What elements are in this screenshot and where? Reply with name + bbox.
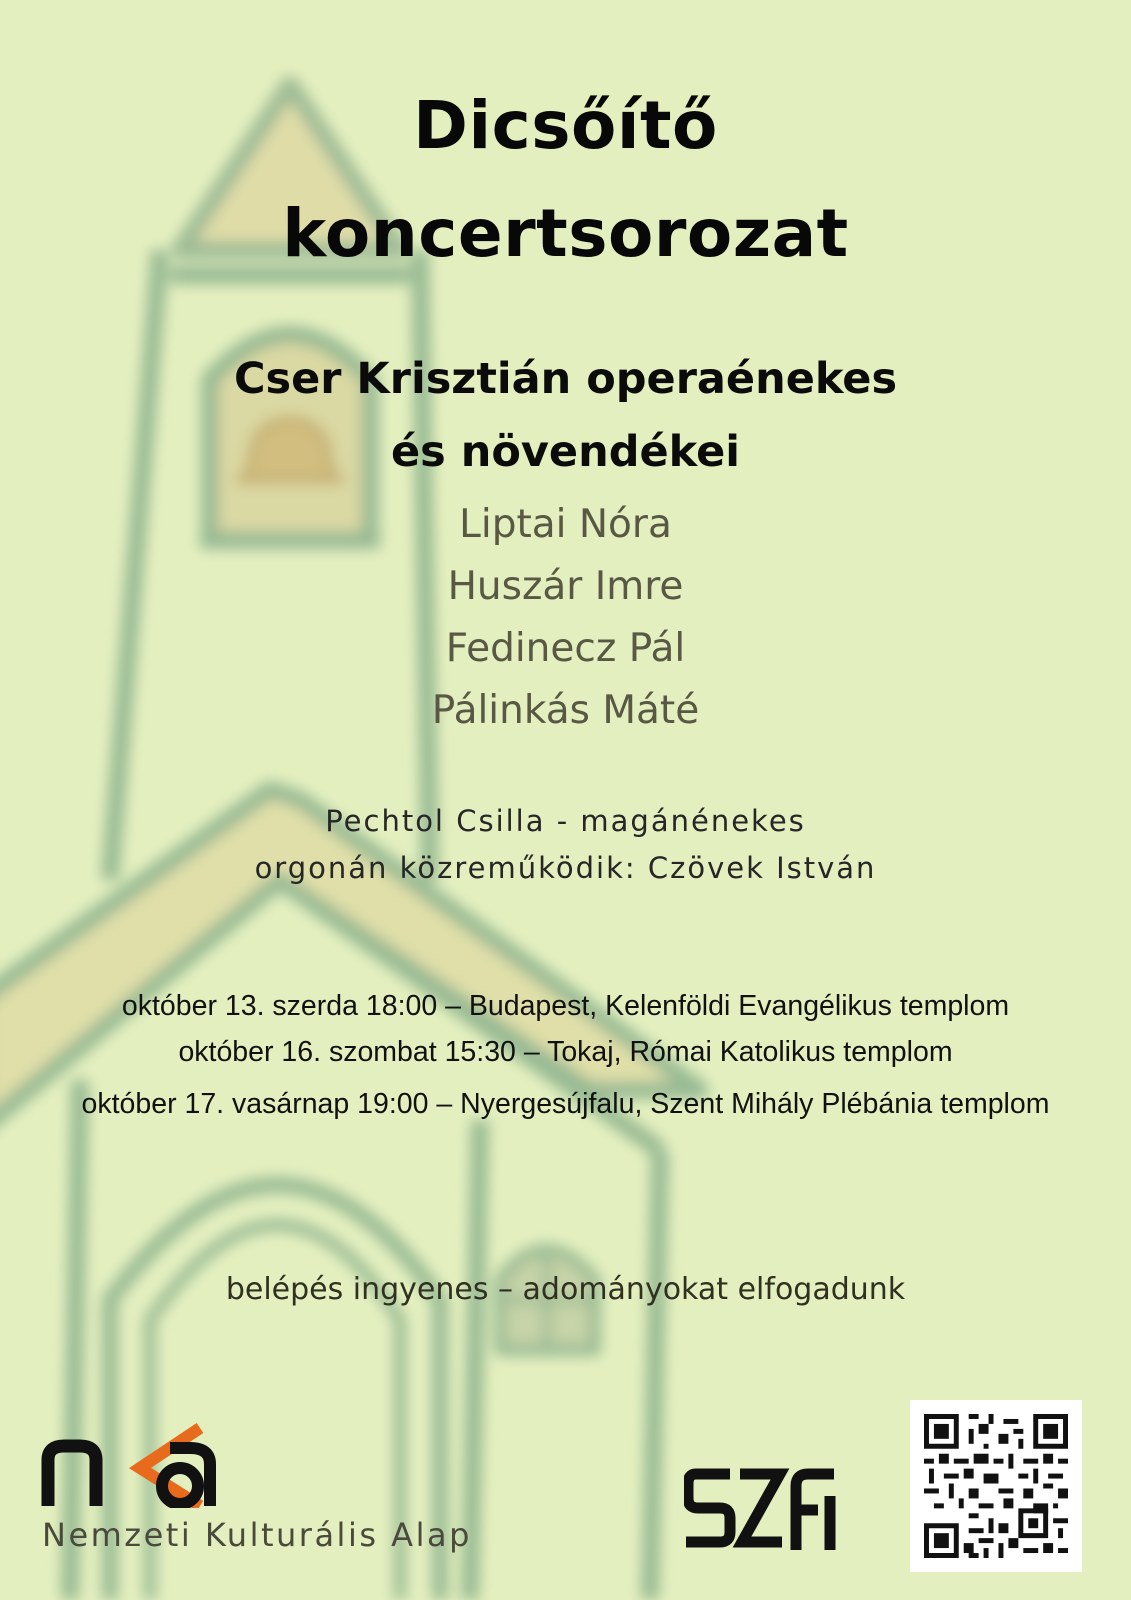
performer-heading — [0, 343, 1131, 489]
students-list — [0, 494, 1131, 742]
concert-date-2: október 16. szombat 15:30 – Tokaj, Római Katolikus templom — [178, 1036, 953, 1068]
title-line-2: koncertsorozat — [282, 195, 849, 272]
poster-title — [0, 72, 1131, 288]
concert-date-1: október 13. szerda 18:00 – Budapest, Kelenföldi Evangélikus templom — [121, 990, 1010, 1022]
student-name: Liptai Nóra — [459, 502, 672, 547]
guest-line-2: orgonán közreműködik: Czövek István — [254, 851, 877, 885]
qr-code-icon[interactable] — [910, 1400, 1082, 1572]
student-name: Pálinkás Máté — [431, 688, 700, 733]
entry-note: belépés ingyenes – adományokat elfogadunk — [225, 1272, 906, 1307]
guest-line-1: Pechtol Csilla - magánénekes — [325, 804, 806, 838]
nka-logo — [40, 1418, 220, 1508]
nka-name: Nemzeti Kulturális Alap — [42, 1516, 472, 1554]
subtitle-line-2: és növendékei — [391, 427, 740, 477]
student-name: Fedinecz Pál — [445, 626, 686, 671]
qr-code-pattern — [924, 1414, 1068, 1558]
student-name: Huszár Imre — [447, 564, 684, 609]
title-line-1: Dicsőítő — [413, 87, 718, 164]
guest-performers — [0, 798, 1131, 892]
subtitle-line-1: Cser Krisztián operaénekes — [233, 354, 898, 404]
concert-date-3: október 17. vasárnap 19:00 – Nyergesújfalu, Szent Mihály Plébánia templom — [81, 1088, 1050, 1120]
szf-logo — [684, 1466, 840, 1550]
